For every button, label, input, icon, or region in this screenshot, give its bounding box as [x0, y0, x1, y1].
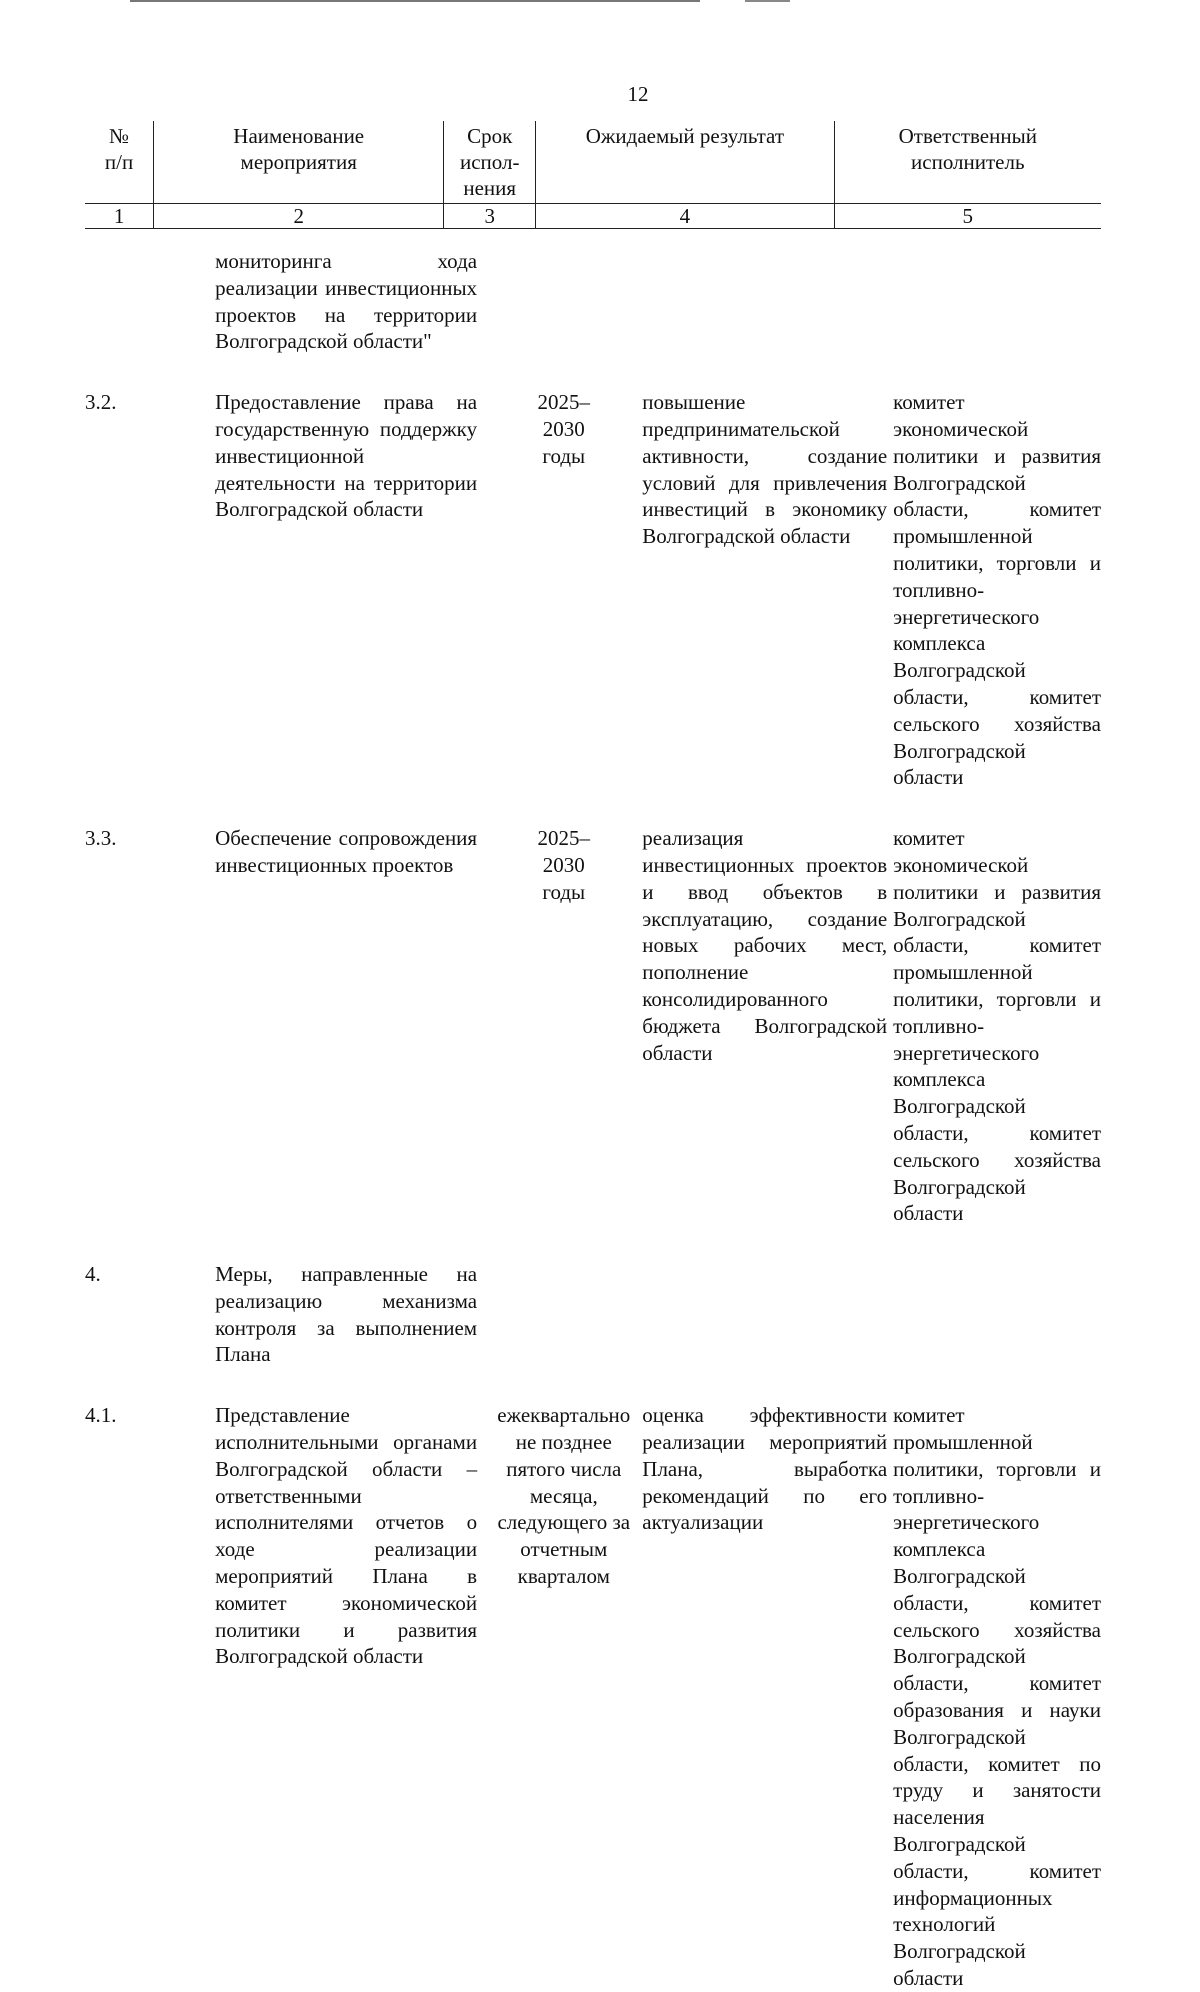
row-name: Меры, направленные на реализацию механизма контроля за выполнением Плана	[215, 1262, 478, 1367]
row-number: 3.2.	[85, 390, 117, 415]
row-number: 4.	[85, 1262, 101, 1287]
header-col-name: Наименование мероприятия	[154, 121, 444, 204]
row-number: 3.3.	[85, 826, 117, 851]
scan-edge-line	[745, 0, 790, 2]
scan-edge-line	[130, 0, 700, 2]
row-responsible: комитет экономической политики и развития Волгоградской области, комитет промышленной политики, торговли и топливно-энергетического комплекса Волгоградской области, комитет сельского хозяйства Волгоградской области	[893, 390, 1101, 790]
header-num-3: 3	[444, 204, 536, 229]
table-row	[85, 1261, 1101, 1368]
header-col-responsible: Ответственный исполнитель	[834, 121, 1101, 204]
row-name: мониторинга хода реализации инвестиционных проектов на территории Волгоградской области"	[215, 249, 478, 354]
row-result	[632, 1261, 887, 1368]
table-body	[85, 248, 1101, 1992]
row-result: оценка эффективности реализации мероприятий Плана, выработка рекомендаций по его актуализации	[642, 1403, 888, 1535]
header-col-term: Срок испол- нения	[444, 121, 536, 204]
header-num-1: 1	[85, 204, 154, 229]
row-number: 4.1.	[85, 1403, 117, 1428]
row-term	[495, 1261, 632, 1368]
row-name: Предоставление права на государственную поддержку инвестиционной деятельности на территории Волгоградской области	[215, 390, 478, 522]
row-responsible: комитет экономической политики и развития Волгоградской области, комитет промышленной политики, торговли и топливно-энергетического комплекса Волгоградской области, комитет сельского хозяйства Волгоградской области	[893, 826, 1101, 1226]
row-result	[632, 248, 887, 355]
row-term: ежеквартально не позднее пятого числа месяца, следующего за отчетным кварталом	[497, 1403, 631, 1589]
header-num-2: 2	[154, 204, 444, 229]
row-number	[85, 248, 137, 355]
row-result: повышение предпринимательской активности, создание условий для привлечения инвестиций в экономику Волгоградской области	[642, 390, 888, 549]
table-row	[85, 1402, 1101, 1992]
row-result: реализация инвестиционных проектов и ввод объектов в эксплуатацию, создание новых рабочих мест, пополнение консолидированного бюджета Волгоградской области	[642, 826, 888, 1065]
row-name: Обеспечение сопровождения инвестиционных проектов	[215, 826, 478, 877]
row-term: 2025– 2030 годы	[537, 390, 591, 468]
row-term	[495, 248, 632, 355]
row-responsible: комитет промышленной политики, торговли и топливно-энергетического комплекса Волгоградской области, комитет сельского хозяйства Волгоградской области, комитет образования и науки Волгоградской области, комитет по труду и занятости населения Волгоградской области, комитет информационных технологий Волгоградской области	[893, 1403, 1101, 1991]
header-col-result: Ожидаемый результат	[536, 121, 834, 204]
table-row	[85, 389, 1101, 791]
row-term: 2025– 2030 годы	[537, 826, 591, 904]
header-col-number: № п/п	[85, 121, 154, 204]
page-number: 12	[627, 82, 649, 106]
table-row	[85, 248, 1101, 355]
table-row	[85, 825, 1101, 1227]
row-responsible	[887, 248, 1101, 355]
header-num-5: 5	[834, 204, 1101, 229]
row-name: Представление исполнительными органами Волгоградской области – ответственными исполнителями отчетов о ходе реализации мероприятий Плана в комитет экономической политики и развития Волгоградской области	[215, 1403, 478, 1669]
header-num-4: 4	[536, 204, 834, 229]
row-responsible	[887, 1261, 1101, 1368]
table-header	[85, 121, 1101, 229]
